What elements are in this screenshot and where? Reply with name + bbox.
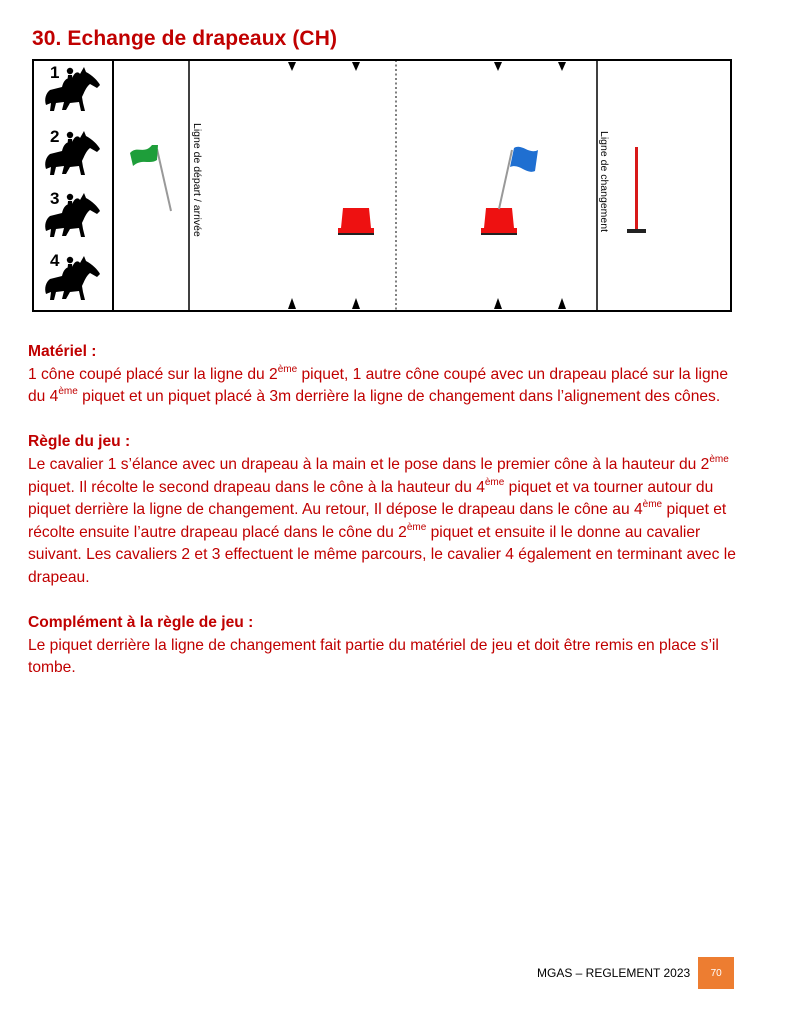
- rules-content: [28, 341, 743, 703]
- footer-text: MGAS – REGLEMENT 2023: [537, 966, 691, 980]
- rider-number-2: 2: [50, 127, 60, 146]
- cone-icon-4th-post: [481, 208, 517, 235]
- start-line-label: Ligne de départ / arrivée: [191, 123, 203, 237]
- complement-text: Le piquet derrière la ligne de changement fait partie du matériel de jeu et doit être remis en place s’il tombe.: [28, 636, 719, 677]
- field-border: [33, 60, 731, 311]
- materiel-heading: Matériel :: [28, 343, 97, 360]
- field-diagram: [32, 59, 732, 313]
- materiel-text: 1 cône coupé placé sur la ligne du 2ème piquet, 1 autre cône coupé avec un drapeau placé sur la ligne du 4ème piquet et un piquet placé à 3m derrière la ligne de changement dans l’alignement des cônes.: [28, 363, 729, 406]
- page-footer: [537, 957, 734, 989]
- rider-number-3: 3: [50, 189, 60, 208]
- change-line-label: Ligne de changement: [598, 131, 610, 232]
- regle-text: Le cavalier 1 s’élance avec un drapeau à la main et le pose dans le premier cône à la hauteur du 2ème piquet. Il récolte le second drapeau dans le cône à la hauteur du 4ème piquet et va tourner autour du piquet derrière la ligne de changement. Au retour, Il dépose le drapeau dans le cône au 4ème piquet et récolte ensuite l’autre drapeau placé dans le cône du 2ème piquet et ensuite il le donne au cavalier suivant. Les cavaliers 2 et 3 effectuent le même parcours, le cavalier 4 également en terminant avec le drapeau.: [28, 453, 736, 586]
- regle-heading: Règle du jeu :: [28, 433, 131, 451]
- page-number: 70: [698, 957, 734, 989]
- cone-icon-2nd-post: [338, 208, 374, 235]
- complement-heading: Complément à la règle de jeu :: [28, 614, 254, 632]
- section-title: 30. Echange de drapeaux (CH): [32, 27, 338, 50]
- rider-number-1: 1: [50, 63, 60, 82]
- rider-number-4: 4: [50, 251, 60, 270]
